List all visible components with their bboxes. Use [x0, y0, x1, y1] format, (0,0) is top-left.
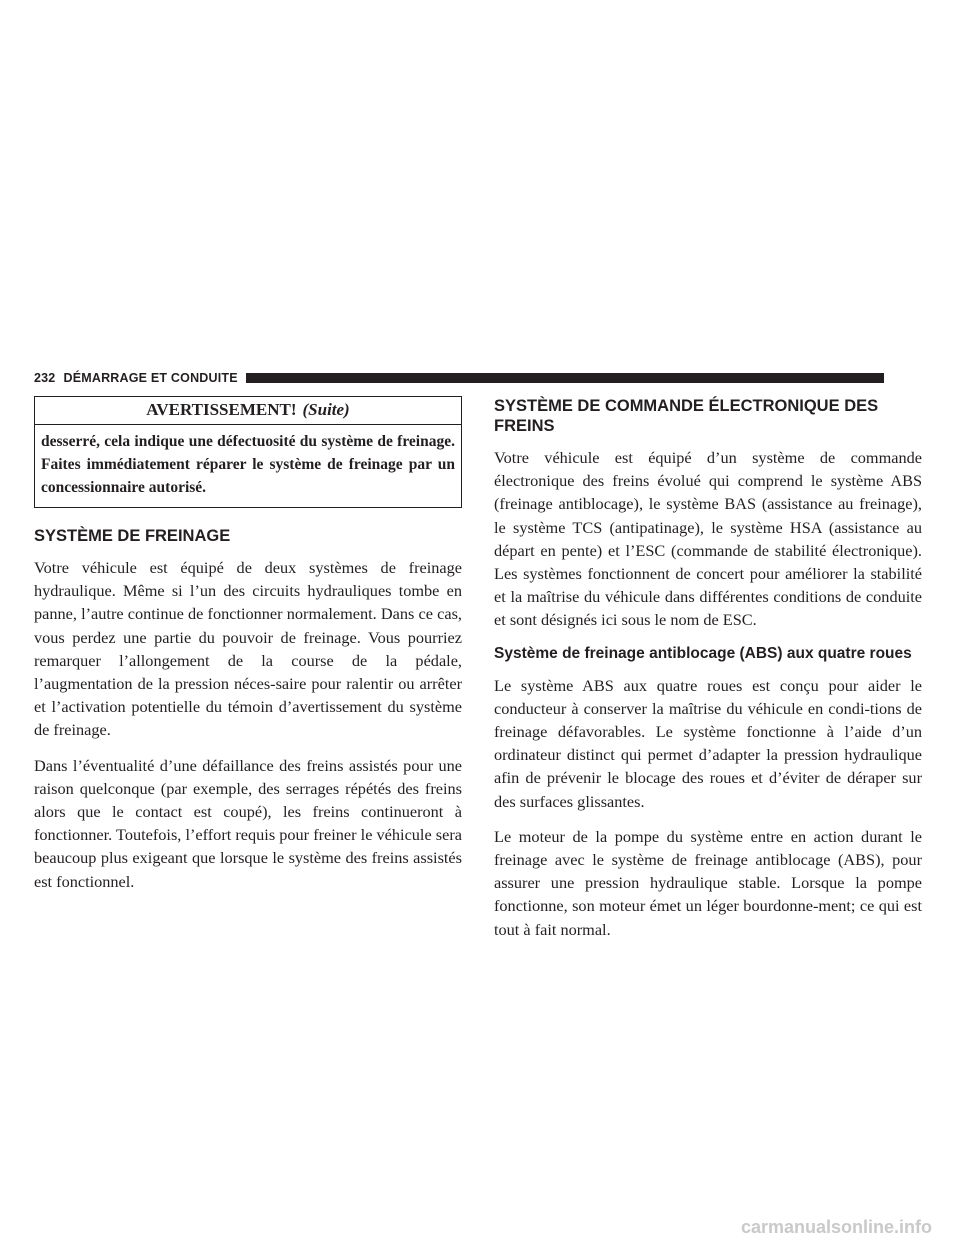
right-column [494, 396, 922, 953]
paragraph-brake-system-1: Votre véhicule est équipé de deux systèmes de freinage hydraulique. Même si l’un des circuits hydrauliques tombe en panne, l’autre continue de fonctionner normalement. Dans ce cas, vous perdez une partie du pouvoir de freinage. Vous pourriez remarquer l’allongement de la course de la pédale, l’augmentation de la pression néces-saire pour ralentir ou arrêter et l’activation potentielle du témoin d’avertissement du système de freinage. [34, 558, 462, 740]
subheading-abs: Système de freinage antiblocage (ABS) aux quatre roues [494, 644, 912, 662]
paragraph-ebc: Votre véhicule est équipé d’un système de commande électronique des freins évolué qui comprend le système ABS (freinage antiblocage), le système BAS (assistance au freinage), le système TCS (antipatinage), le système HSA (assistance au départ en pente) et l’ESC (commande de stabilité électronique). Les systèmes fonctionnent de concert pour améliorer la stabilité et la maîtrise du véhicule dans différentes conditions de conduite et sont désignés ici sous le nom de ESC. [494, 448, 922, 630]
paragraph-abs-2: Le moteur de la pompe du système entre en action durant le freinage avec le système de freinage antiblocage (ABS), pour assurer une pression hydraulique stable. Lorsque la pompe fonctionne, son moteur émet un léger bourdonne-ment; ce qui est tout à fait normal. [494, 826, 922, 939]
page-header [34, 368, 884, 388]
heading-electronic-brake-control: SYSTÈME DE COMMANDE ÉLECTRONIQUE DES FREINS [494, 397, 879, 435]
paragraph-brake-system-2: Dans l’éventualité d’une défaillance des freins assistés pour une raison quelconque (par exemple, des serrages répétés des freins alors que le contact est coupé), les freins continueront à fonctionner. Toutefois, l’effort requis pour freiner le véhicule sera beaucoup plus exigeant que lorsque le système des freins assistés est fonctionnel. [34, 755, 462, 891]
section-title: DÉMARRAGE ET CONDUITE [63, 371, 238, 385]
warning-title-text: AVERTISSEMENT! [146, 400, 297, 419]
left-column [34, 396, 462, 905]
paragraph-abs-1: Le système ABS aux quatre roues est conçu pour aider le conducteur à conserver la maîtrise du véhicule en condi-tions de freinage défavorables. Le système fonctionne à l’aide d’un ordinateur distinct qui permet d’adapter la pression hydraulique afin de prévenir le blocage des roues et d’éviter de déraper sur des surfaces glissantes. [494, 675, 922, 811]
warning-box [34, 396, 462, 508]
warning-suite-text: (Suite) [302, 400, 350, 419]
warning-body: desserré, cela indique une défectuosité du système de freinage. Faites immédiatement réparer le système de freinage par un concessionnaire autorisé. [41, 433, 455, 496]
page-number: 232 [34, 371, 56, 385]
header-rule [246, 373, 884, 383]
heading-brake-system: SYSTÈME DE FREINAGE [34, 527, 231, 545]
warning-title [35, 397, 461, 425]
watermark: carmanualsonline.info [740, 1217, 932, 1237]
